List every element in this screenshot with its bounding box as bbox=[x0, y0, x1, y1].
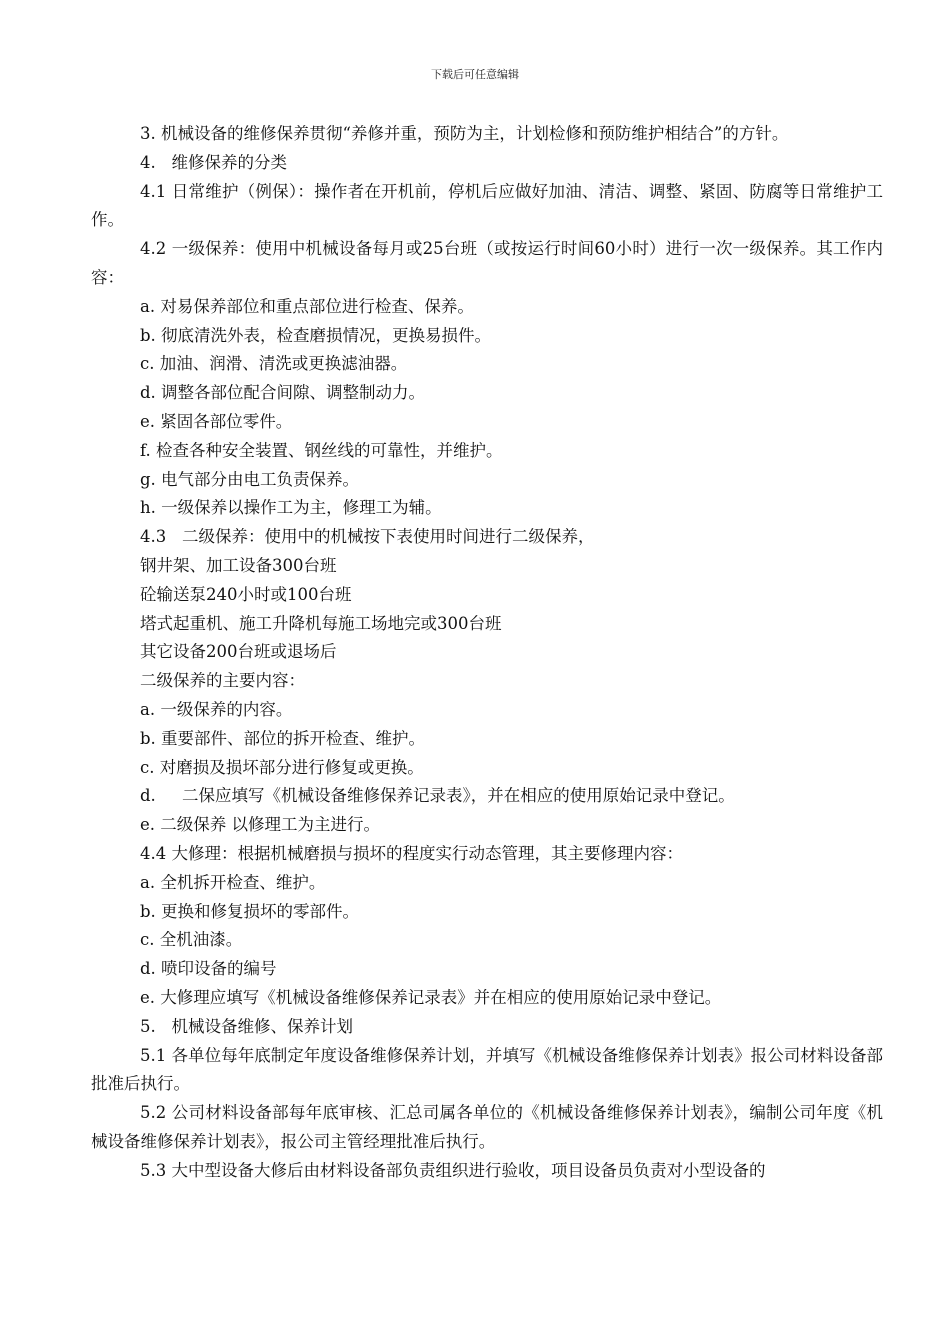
paragraph: 4.2 一级保养：使用中机械设备每月或25台班（或按运行时间60小时）进行一次一级保养。其工作内容： bbox=[91, 239, 883, 287]
paragraph: 砼输送泵240小时或100台班 bbox=[140, 584, 352, 604]
paragraph: 其它设备200台班或退场后 bbox=[140, 642, 337, 662]
paragraph: b. 彻底清洗外表，检查磨损情况，更换易损件。 bbox=[140, 325, 492, 345]
paragraph: 5.2 公司材料设备部每年底审核、汇总司属各单位的《机械设备维修保养计划表》，编制公司年度《机械设备维修保养计划表》，报公司主管经理批准后执行。 bbox=[91, 1103, 883, 1151]
paragraph: 5. 机械设备维修、保养计划 bbox=[140, 1016, 353, 1036]
paragraph: f. 检查各种安全装置、钢丝线的可靠性，并维护。 bbox=[140, 440, 503, 460]
paragraph: d. 调整各部位配合间隙、调整制动力。 bbox=[140, 383, 426, 403]
paragraph: b. 重要部件、部位的拆开检查、维护。 bbox=[140, 728, 426, 748]
paragraph: 二级保养的主要内容： bbox=[140, 671, 305, 691]
paragraph: c. 全机油漆。 bbox=[140, 930, 243, 950]
paragraph: 5.3 大中型设备大修后由材料设备部负责组织进行验收，项目设备员负责对小型设备的 bbox=[140, 1160, 766, 1180]
paragraph: 塔式起重机、施工升降机每施工场地完或300台班 bbox=[140, 613, 502, 633]
paragraph: 3. 机械设备的维修保养贯彻“养修并重，预防为主，计划检修和预防维护相结合”的方针。 bbox=[140, 124, 789, 143]
paragraph: 钢井架、加工设备300台班 bbox=[140, 555, 337, 575]
paragraph: 4.3 二级保养：使用中的机械按下表使用时间进行二级保养， bbox=[140, 527, 595, 547]
paragraph: a. 一级保养的内容。 bbox=[140, 699, 293, 719]
paragraph: a. 全机拆开检查、维护。 bbox=[140, 872, 326, 892]
paragraph: 5.1 各单位每年底制定年度设备维修保养计划，并填写《机械设备维修保养计划表》报公司材料设备部批准后执行。 bbox=[91, 1045, 883, 1094]
paragraph: d. 喷印设备的编号 bbox=[140, 959, 277, 979]
paragraph: b. 更换和修复损坏的零部件。 bbox=[140, 901, 360, 921]
paragraph: e. 大修理应填写《机械设备维修保养记录表》并在相应的使用原始记录中登记。 bbox=[140, 987, 722, 1007]
page-header-note: 下载后可任意编辑 bbox=[431, 68, 519, 81]
paragraph: a. 对易保养部位和重点部位进行检查、保养。 bbox=[140, 296, 474, 316]
paragraph: c. 加油、润滑、清洗或更换滤油器。 bbox=[140, 354, 408, 374]
paragraph: e. 紧固各部位零件。 bbox=[140, 411, 293, 431]
paragraph: 4.4 大修理：根据机械磨损与损坏的程度实行动态管理，其主要修理内容： bbox=[140, 843, 683, 863]
paragraph: h. 一级保养以操作工为主，修理工为辅。 bbox=[140, 498, 442, 518]
paragraph: e. 二级保养 以修理工为主进行。 bbox=[140, 815, 380, 835]
paragraph: c. 对磨损及损坏部分进行修复或更换。 bbox=[140, 757, 424, 777]
document-body bbox=[91, 120, 883, 1185]
paragraph: 4. 维修保养的分类 bbox=[140, 152, 287, 172]
paragraph: g. 电气部分由电工负责保养。 bbox=[140, 469, 360, 489]
paragraph: d. 二保应填写《机械设备维修保养记录表》，并在相应的使用原始记录中登记。 bbox=[140, 786, 735, 806]
paragraph: 4.1 日常维护（例保）：操作者在开机前，停机后应做好加油、清洁、调整、紧固、防腐等日常维护工作。 bbox=[91, 181, 883, 230]
